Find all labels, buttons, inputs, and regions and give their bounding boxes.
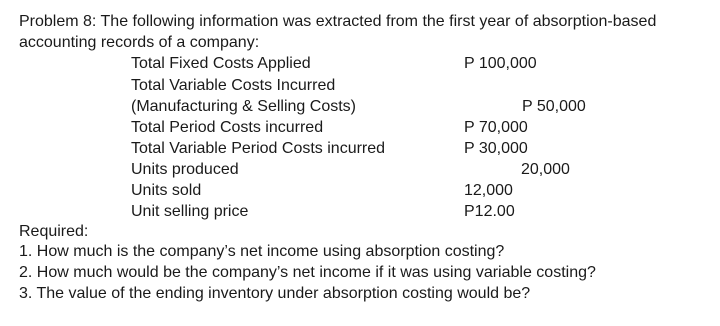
item-value-unit-selling-price: P12.00	[464, 203, 515, 220]
item-value-variable-period-costs: P 30,000	[464, 140, 528, 157]
item-label-units-sold: Units sold	[131, 182, 202, 199]
problem-intro-line-2: accounting records of a company:	[19, 34, 260, 51]
item-label-variable-period-costs: Total Variable Period Costs incurred	[131, 140, 386, 157]
item-label-variable-costs: Total Variable Costs Incurred	[131, 77, 336, 94]
item-label-variable-costs-detail: (Manufacturing & Selling Costs)	[131, 98, 356, 115]
item-value-units-sold: 12,000	[464, 182, 513, 199]
required-question-1: 1. How much is the company’s net income using absorption costing?	[19, 243, 505, 260]
item-value-period-costs: P 70,000	[464, 119, 528, 136]
item-value-variable-costs: P 50,000	[522, 98, 586, 115]
problem-intro-line-1: Problem 8: The following information was extracted from the first year of absorption-based	[19, 13, 657, 30]
item-label-units-produced: Units produced	[131, 161, 239, 178]
item-value-units-produced: 20,000	[521, 161, 570, 178]
item-label-period-costs: Total Period Costs incurred	[131, 119, 324, 136]
item-value-fixed-costs: P 100,000	[464, 55, 537, 72]
item-label-fixed-costs: Total Fixed Costs Applied	[131, 55, 311, 72]
required-heading: Required:	[19, 223, 89, 240]
required-question-3: 3. The value of the ending inventory under absorption costing would be?	[19, 285, 531, 302]
item-label-unit-selling-price: Unit selling price	[131, 203, 249, 220]
required-question-2: 2. How much would be the company’s net income if it was using variable costing?	[19, 264, 596, 281]
